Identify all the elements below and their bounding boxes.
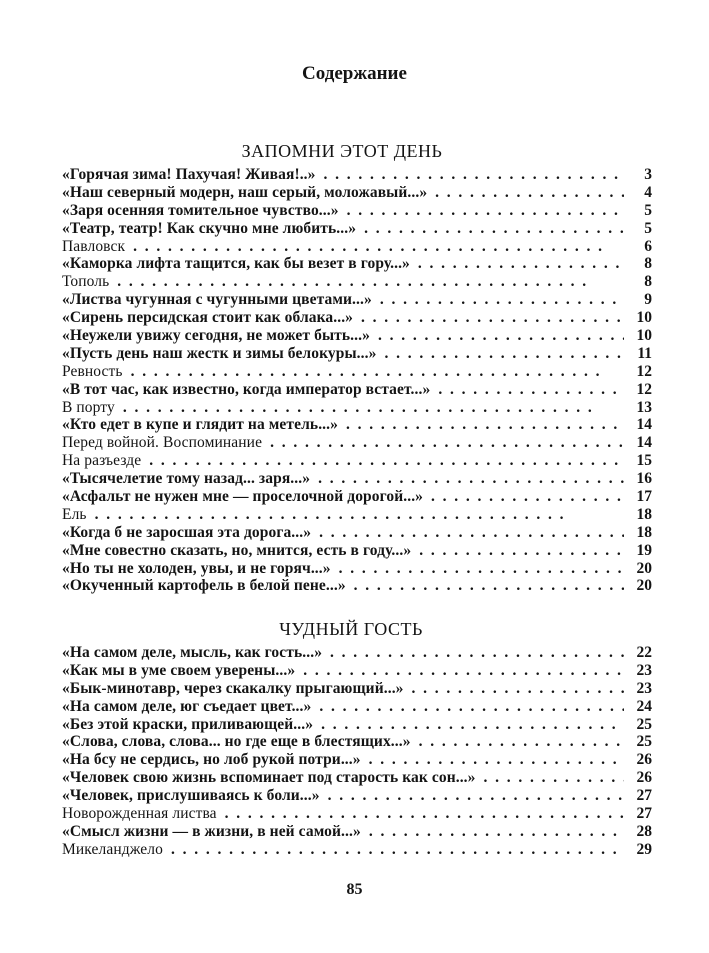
entry-title: «Неужели увижу сегодня, не может быть...» xyxy=(62,327,370,345)
entry-title: «Но ты не холоден, увы, и не горяч...» xyxy=(62,559,331,577)
entry-title: «Тысячелетие тому назад... заря...» xyxy=(62,470,311,488)
dot-leader xyxy=(412,680,624,698)
dot-leader xyxy=(123,399,624,417)
entry-page-number: 27 xyxy=(636,805,652,823)
toc-entry xyxy=(62,381,652,399)
entry-title: «Как мы в уме своем уверены...» xyxy=(62,661,296,679)
entry-title: Ревность xyxy=(62,362,123,380)
toc-entry xyxy=(62,363,652,381)
toc-entry xyxy=(62,662,652,680)
toc-entry xyxy=(62,577,652,595)
dot-leader xyxy=(117,273,624,291)
dot-leader xyxy=(384,345,624,363)
entry-page-number: 6 xyxy=(644,237,652,255)
toc-entry xyxy=(62,291,652,309)
entry-title: На разъезде xyxy=(62,452,142,470)
toc-entry xyxy=(62,452,652,470)
toc-entry xyxy=(62,273,652,291)
dot-leader xyxy=(369,823,624,841)
dot-leader xyxy=(369,751,624,769)
toc-entry xyxy=(62,751,652,769)
toc-entry xyxy=(62,787,652,805)
entry-page-number: 10 xyxy=(636,309,652,327)
dot-leader xyxy=(319,524,624,542)
dot-leader xyxy=(225,805,624,823)
entry-page-number: 16 xyxy=(636,470,652,488)
toc-entry xyxy=(62,327,652,345)
entry-title: «Заря осенняя томительное чувство...» xyxy=(62,201,339,219)
entry-page-number: 23 xyxy=(636,661,652,679)
dot-leader xyxy=(484,769,624,787)
toc-entry xyxy=(62,841,652,859)
toc-entry xyxy=(62,644,652,662)
entry-page-number: 5 xyxy=(644,219,652,237)
entry-page-number: 19 xyxy=(636,541,652,559)
entry-title: Микеланджело xyxy=(62,840,163,858)
entry-title: «Горячая зима! Пахучая! Живая!..» xyxy=(62,166,316,183)
toc-entry xyxy=(62,166,652,184)
toc-entry xyxy=(62,769,652,787)
entry-title: «Театр, театр! Как скучно мне любить...» xyxy=(62,219,357,237)
dot-leader xyxy=(354,577,624,595)
dot-leader xyxy=(435,184,624,202)
dot-leader xyxy=(324,166,624,184)
entry-page-number: 14 xyxy=(636,434,652,452)
entry-page-number: 18 xyxy=(636,505,652,523)
dot-leader xyxy=(328,787,624,805)
entry-title: «На самом деле, юг съедает цвет...» xyxy=(62,697,312,715)
page-title: Содержание xyxy=(302,63,407,84)
entry-page-number: 17 xyxy=(636,488,652,506)
toc-entry xyxy=(62,399,652,417)
dot-leader xyxy=(131,363,624,381)
entry-page-number: 10 xyxy=(636,327,652,345)
dot-leader xyxy=(418,255,624,273)
dot-leader xyxy=(438,381,624,399)
entry-title: Новорожденная листва xyxy=(62,805,217,823)
toc-entries xyxy=(62,166,652,595)
toc-entry xyxy=(62,470,652,488)
dot-leader xyxy=(380,291,624,309)
toc-entry xyxy=(62,542,652,560)
entry-page-number: 18 xyxy=(636,523,652,541)
entry-title: «Каморка лифта тащится, как бы везет в гору...» xyxy=(62,255,410,273)
section-heading: ЧУДНЫЙ ГОСТЬ xyxy=(279,619,423,639)
toc-section-2 xyxy=(62,618,652,859)
entry-page-number: 9 xyxy=(644,291,652,309)
entry-page-number: 13 xyxy=(636,398,652,416)
entry-page-number: 5 xyxy=(644,201,652,219)
dot-leader xyxy=(339,560,624,578)
dot-leader xyxy=(361,309,624,327)
entry-title: «Сирень персидская стоит как облака...» xyxy=(62,309,354,327)
toc-entry xyxy=(62,698,652,716)
toc-section-1 xyxy=(62,140,652,595)
entry-page-number: 20 xyxy=(636,559,652,577)
entry-title: В порту xyxy=(62,398,115,416)
entry-page-number: 26 xyxy=(636,769,652,787)
entry-page-number: 20 xyxy=(636,577,652,595)
toc-entry xyxy=(62,238,652,256)
entry-page-number: 12 xyxy=(636,380,652,398)
toc-entry xyxy=(62,220,652,238)
toc-entry xyxy=(62,560,652,578)
dot-leader xyxy=(133,238,624,256)
toc-entry xyxy=(62,506,652,524)
toc-entry xyxy=(62,524,652,542)
entry-page-number: 24 xyxy=(636,697,652,715)
dot-leader xyxy=(171,841,624,859)
entry-title: «Человек, прислушиваясь к боли...» xyxy=(62,787,320,805)
toc-entry xyxy=(62,680,652,698)
dot-leader xyxy=(431,488,624,506)
dot-leader xyxy=(270,434,624,452)
page-number: 85 xyxy=(346,881,363,898)
toc-entry xyxy=(62,309,652,327)
entry-page-number: 14 xyxy=(636,416,652,434)
dot-leader xyxy=(330,644,624,662)
entry-page-number: 26 xyxy=(636,751,652,769)
dot-leader xyxy=(149,452,624,470)
entry-title: «На самом деле, мысль, как гость...» xyxy=(62,644,323,661)
entry-title: «Кто едет в купе и глядит на метель...» xyxy=(62,416,338,434)
entry-page-number: 29 xyxy=(636,840,652,858)
entry-title: «В тот час, как известно, когда император встает...» xyxy=(62,380,431,398)
entry-page-number: 25 xyxy=(636,715,652,733)
entry-title: «Когда б не заросшая эта дорога...» xyxy=(62,523,312,541)
dot-leader xyxy=(319,698,624,716)
dot-leader xyxy=(95,506,624,524)
entry-title: Ель xyxy=(62,505,87,523)
dot-leader xyxy=(321,716,624,734)
entry-page-number: 15 xyxy=(636,452,652,470)
entry-title: Перед войной. Воспоминание xyxy=(62,434,263,452)
entry-title: Павловск xyxy=(62,237,126,255)
entry-page-number: 12 xyxy=(636,362,652,380)
entry-title: «Асфальт не нужен мне — проселочной дорогой...» xyxy=(62,488,424,506)
toc-entry xyxy=(62,434,652,452)
toc-entries xyxy=(62,644,652,859)
entry-title: «Смысл жизни — в жизни, в ней самой...» xyxy=(62,822,361,840)
dot-leader xyxy=(419,542,624,560)
toc-entry xyxy=(62,716,652,734)
dot-leader xyxy=(346,416,624,434)
entry-title: «Окученный картофель в белой пене...» xyxy=(62,577,346,595)
entry-page-number: 11 xyxy=(637,344,652,362)
entry-title: «Наш северный модерн, наш серый, моложавый...» xyxy=(62,183,428,201)
entry-page-number: 4 xyxy=(644,183,652,201)
entry-title: Тополь xyxy=(62,273,110,291)
entry-title: «Слова, слова, слова... но где еще в блестящих...» xyxy=(62,733,411,751)
toc-entry xyxy=(62,416,652,434)
entry-page-number: 28 xyxy=(636,822,652,840)
dot-leader xyxy=(303,662,624,680)
toc-entry xyxy=(62,255,652,273)
entry-title: «Без этой краски, приливающей...» xyxy=(62,715,314,733)
entry-title: «Листва чугунная с чугунными цветами...» xyxy=(62,291,372,309)
toc-entry xyxy=(62,345,652,363)
toc-entry xyxy=(62,184,652,202)
toc-entry xyxy=(62,823,652,841)
entry-title: «Бык-минотавр, через скакалку прыгающий...» xyxy=(62,679,404,697)
entry-page-number: 23 xyxy=(636,679,652,697)
entry-page-number: 22 xyxy=(636,644,652,661)
dot-leader xyxy=(419,733,624,751)
entry-page-number: 27 xyxy=(636,787,652,805)
entry-title: «На бсу не сердись, но лоб рукой потри...» xyxy=(62,751,361,769)
section-heading: ЗАПОМНИ ЭТОТ ДЕНЬ xyxy=(241,141,443,161)
entry-page-number: 25 xyxy=(636,733,652,751)
dot-leader xyxy=(318,470,624,488)
toc-entry xyxy=(62,202,652,220)
entry-page-number: 8 xyxy=(644,273,652,291)
dot-leader xyxy=(364,220,624,238)
entry-page-number: 8 xyxy=(644,255,652,273)
entry-title: «Пусть день наш жестк и зимы белокуры...» xyxy=(62,344,377,362)
entry-title: «Человек свою жизнь вспоминает под старость как сон...» xyxy=(62,769,476,787)
entry-page-number: 3 xyxy=(644,166,652,183)
toc-entry xyxy=(62,733,652,751)
toc-entry xyxy=(62,805,652,823)
toc-entry xyxy=(62,488,652,506)
dot-leader xyxy=(347,202,624,220)
dot-leader xyxy=(378,327,624,345)
entry-title: «Мне совестно сказать, но, мнится, есть в году...» xyxy=(62,541,412,559)
